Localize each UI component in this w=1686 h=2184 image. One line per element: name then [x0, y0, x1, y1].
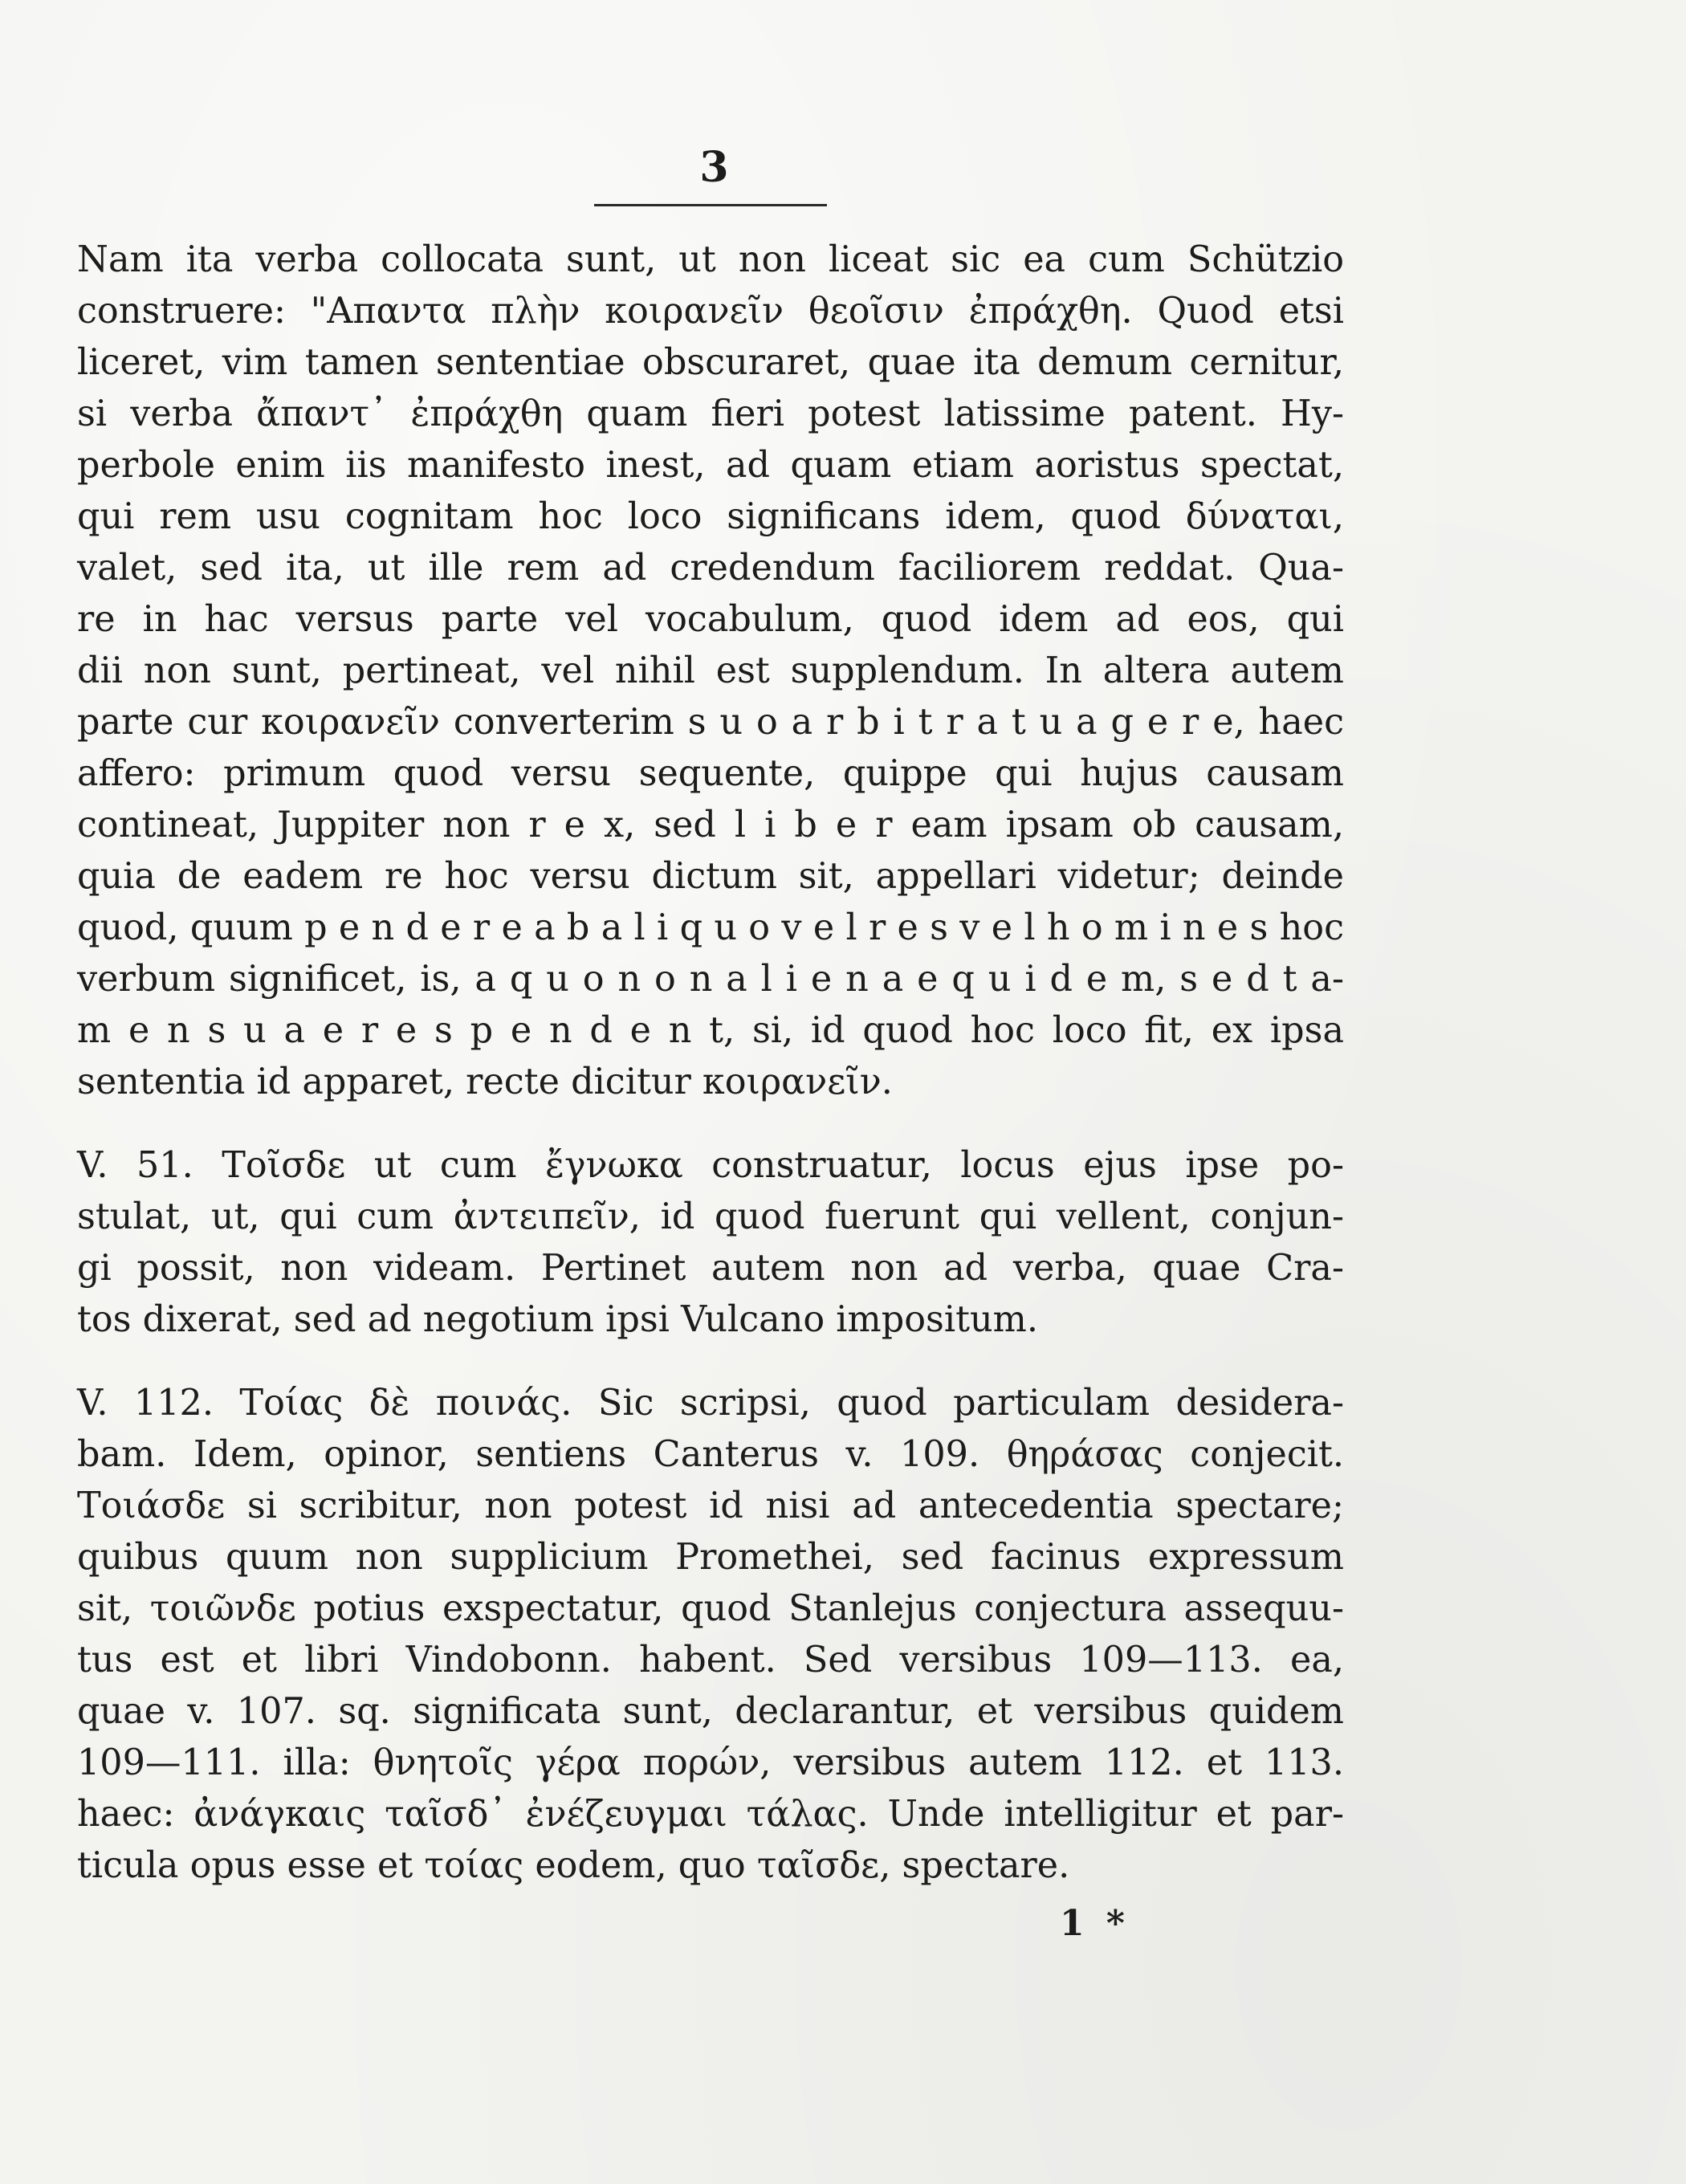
- paragraph-gap: [77, 1108, 1344, 1140]
- text-line: contineat, Juppiter non r e x, sed l i b e r eam ipsam ob causam,: [77, 805, 1344, 845]
- text-line: construere: "Απαντα πλὴν κοιρανεῖν θεοῖσιν ἐπράχθη. Quod etsi: [77, 291, 1344, 332]
- header-rule: [594, 204, 827, 206]
- paragraph-gap: [77, 1346, 1344, 1378]
- text-line: valet, sed ita, ut ille rem ad credendum faciliorem reddat. Qua-: [77, 548, 1344, 589]
- text-line: Nam ita verba collocata sunt, ut non liceat sic ea cum Schützio: [77, 239, 1344, 280]
- text-line: bam. Idem, opinor, sentiens Canterus v. 109. θηράσας conjecit.: [77, 1434, 1344, 1475]
- text-line: tus est et libri Vindobonn. habent. Sed versibus 109—113. ea,: [77, 1640, 1344, 1681]
- text-line: quibus quum non supplicium Promethei, sed facinus expressum: [77, 1537, 1344, 1578]
- text-line: Τοιάσδε si scribitur, non potest id nisi ad antecedentia spectare;: [77, 1485, 1344, 1526]
- text-line: tos dixerat, sed ad negotium ipsi Vulcano impositum.: [77, 1299, 1038, 1340]
- text-line: V. 51. Τοῖσδε ut cum ἔγνωκα construatur, locus ejus ipse po-: [77, 1145, 1344, 1186]
- text-line: 109—111. illa: θνητοῖς γέρα πορών, versibus autem 112. et 113.: [77, 1742, 1344, 1783]
- text-line: qui rem usu cognitam hoc loco significans idem, quod δύναται,: [77, 496, 1344, 537]
- text-line: quae v. 107. sq. significata sunt, declarantur, et versibus quidem: [77, 1691, 1344, 1732]
- text-line: quod, quum p e n d e r e a b a l i q u o v e l r e s v e l h o m i n e s hoc: [77, 907, 1344, 948]
- paragraph-1: [77, 234, 1344, 1108]
- text-line: affero: primum quod versu sequente, quippe qui hujus causam: [77, 753, 1344, 794]
- body-text: [77, 234, 1344, 1892]
- text-line: dii non sunt, pertineat, vel nihil est supplendum. In altera autem: [77, 650, 1344, 691]
- text-line: m e n s u a e r e s p e n d e n t, si, id quod hoc loco fit, ex ipsa: [77, 1010, 1344, 1051]
- paragraph-3: [77, 1378, 1344, 1892]
- page-number: 3: [699, 143, 730, 192]
- text-line: re in hac versus parte vel vocabulum, quod idem ad eos, qui: [77, 599, 1344, 640]
- paragraph-2: [77, 1140, 1344, 1346]
- text-line: verbum significet, is, a q u o n o n a l i e n a e q u i d e m, s e d t a-: [77, 959, 1344, 1000]
- text-line: sit, τοιῶνδε potius exspectatur, quod Stanlejus conjectura assequu-: [77, 1588, 1344, 1629]
- text-line: liceret, vim tamen sententiae obscuraret, quae ita demum cernitur,: [77, 342, 1344, 383]
- text-line: haec: ἀνάγκαις ταῖσδ᾽ ἐνέζευγμαι τάλας. Unde intelligitur et par-: [77, 1794, 1344, 1835]
- text-line: sententia id apparet, recte dicitur κοιρανεῖν.: [77, 1061, 893, 1102]
- text-line: gi possit, non videam. Pertinet autem non ad verba, quae Cra-: [77, 1248, 1344, 1289]
- text-line: si verba ἄπαντ᾽ ἐπράχθη quam fieri potest latissime patent. Hy-: [77, 393, 1344, 434]
- text-line: ticula opus esse et τοίας eodem, quo ταῖσδε, spectare.: [77, 1845, 1070, 1886]
- text-line: parte cur κοιρανεῖν converterim s u o a r b i t r a t u a g e r e, haec: [77, 702, 1344, 743]
- signature-mark: 1 *: [1060, 1903, 1130, 1944]
- text-line: stulat, ut, qui cum ἀντειπεῖν, id quod fuerunt qui vellent, conjun-: [77, 1196, 1344, 1237]
- text-line: perbole enim iis manifesto inest, ad quam etiam aoristus spectat,: [77, 445, 1344, 486]
- text-line: quia de eadem re hoc versu dictum sit, appellari videtur; deinde: [77, 856, 1344, 897]
- text-line: V. 112. Τοίας δὲ ποινάς. Sic scripsi, quod particulam desidera-: [77, 1383, 1344, 1424]
